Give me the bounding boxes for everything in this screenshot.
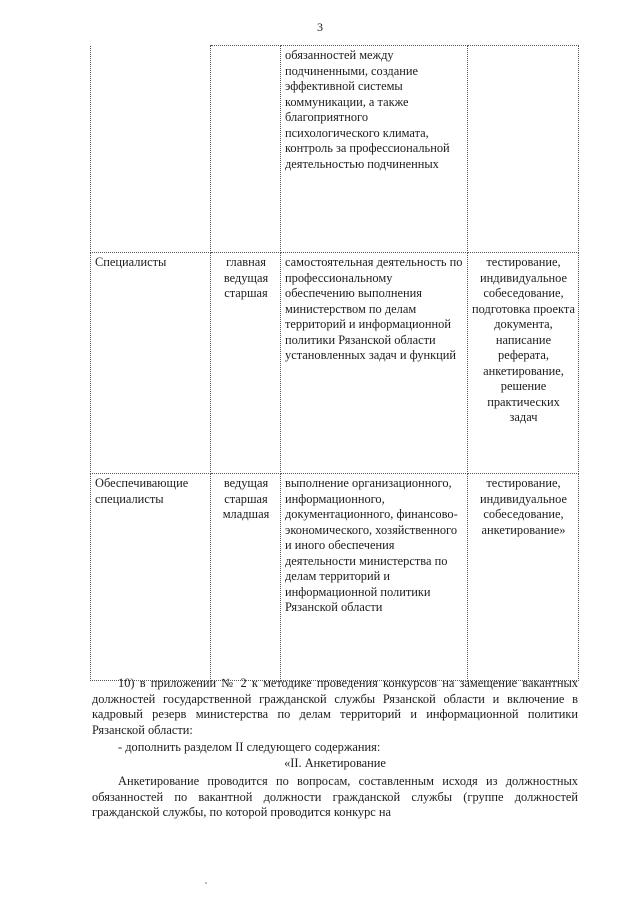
duties-cell: выполнение организационного, информационного, документационного, финансово-экономического, хозяйственного и иного обеспечения деятельности министерства по делам территорий и информационной политики Рязанской области [281,474,468,681]
questionnaire-paragraph: Анкетирование проводится по вопросам, составленным исходя из должностных обязанностей по вакантной должности гражданской службы (группе должностей гражданской службы, по которой проводится конкурс на [92,774,578,819]
scan-speck [205,882,207,884]
page-number: 3 [317,20,323,34]
groups-cell [211,46,281,253]
qualification-table [90,45,579,681]
section-heading: «II. Анкетирование [284,756,386,770]
methods-cell: тестирование, индивидуальное собеседование, подготовка проекта документа, написание реферата, анкетирование, решение практических задач [468,253,579,474]
methods-cell: тестирование, индивидуальное собеседование, анкетирование» [468,474,579,681]
methods-cell [468,46,579,253]
groups-cell: ведущая старшая младшая [211,474,281,681]
groups-cell: главная ведущая старшая [211,253,281,474]
table-row [91,474,579,681]
table-row [91,46,579,253]
category-cell: Специалисты [91,253,211,474]
category-cell: Обеспечивающие специалисты [91,474,211,681]
amendment-paragraph-10: 10) в приложении № 2 к методике проведения конкурсов на замещение вакантных должностей государственной гражданской службы Рязанской области и включение в кадровый резерв министерства по делам территорий и информационной политики Рязанской области: [92,676,578,737]
table-row [91,253,579,474]
amendment-instruction: - дополнить разделом II следующего содержания: [118,740,381,754]
duties-cell: обязанностей между подчиненными, создание эффективной системы коммуникации, а также благоприятного психологического климата, контроль за профессиональной деятельностью подчиненных [281,46,468,253]
category-cell [91,46,211,253]
duties-cell: самостоятельная деятельность по профессиональному обеспечению выполнения министерством по делам территорий и информационной политики Рязанской области установленных задач и функций [281,253,468,474]
